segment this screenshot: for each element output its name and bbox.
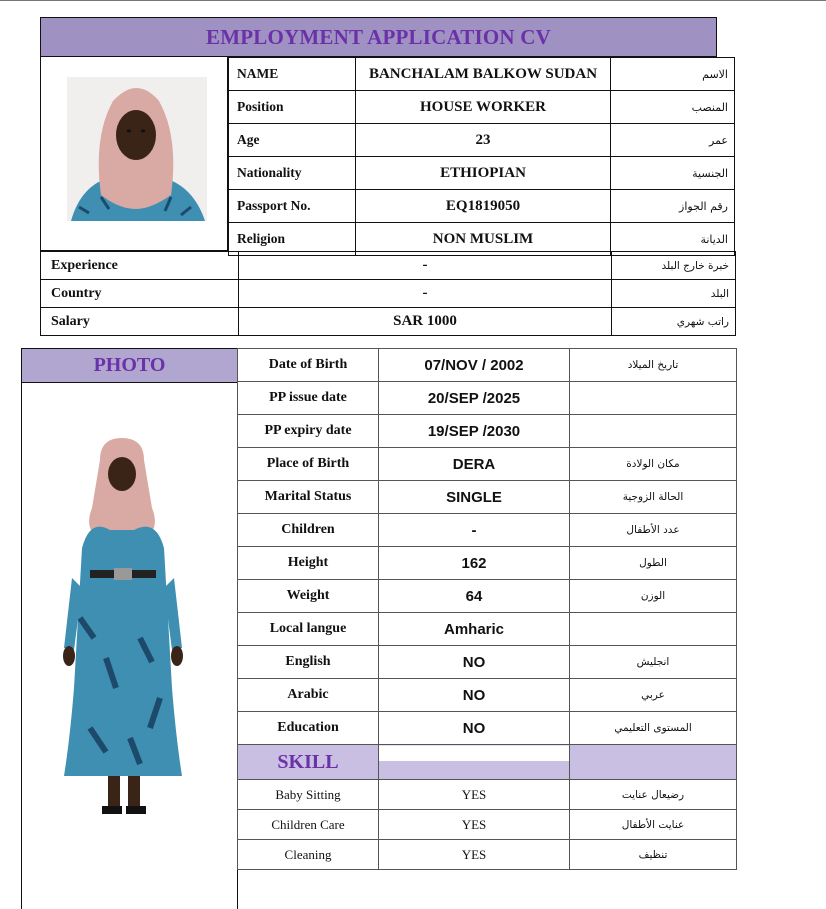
field-label-arabic: الحالة الزوجية (570, 481, 737, 514)
table-row (238, 382, 737, 415)
field-label-arabic: مكان الولادة (570, 448, 737, 481)
field-value: 07/NOV / 2002 (379, 349, 570, 382)
field-label-arabic: عربي (570, 679, 737, 712)
divider (21, 383, 22, 909)
field-label: Position (229, 91, 356, 124)
field-value: - (239, 280, 612, 308)
field-label: NAME (229, 58, 356, 91)
field-label-arabic: عمر (611, 124, 735, 157)
skill-value: YES (379, 780, 570, 810)
field-label: Height (238, 547, 379, 580)
field-label-arabic: رقم الجواز (611, 190, 735, 223)
table-row (41, 308, 736, 336)
table-row (238, 613, 737, 646)
skill-label: Baby Sitting (238, 780, 379, 810)
skill-row (238, 840, 737, 870)
skill-label-arabic: رضيعال عنايت (570, 780, 737, 810)
skill-row (238, 780, 737, 810)
field-label-arabic: عدد الأطفال (570, 514, 737, 547)
field-value: NO (379, 646, 570, 679)
field-value: BANCHALAM BALKOW SUDAN (356, 58, 611, 91)
page-top-rule (0, 0, 826, 1)
field-label: Date of Birth (238, 349, 379, 382)
skill-label: Children Care (238, 810, 379, 840)
field-value: DERA (379, 448, 570, 481)
table-row (238, 646, 737, 679)
skill-header-row (238, 745, 737, 780)
field-value: EQ1819050 (356, 190, 611, 223)
field-label: PP expiry date (238, 415, 379, 448)
field-label-arabic (570, 613, 737, 646)
skill-header: SKILL (238, 745, 379, 780)
field-value: NON MUSLIM (356, 223, 611, 256)
table-row (238, 349, 737, 382)
skill-label-arabic: تنظيف (570, 840, 737, 870)
field-label: Children (238, 514, 379, 547)
portrait-photo-frame (40, 57, 228, 251)
field-label: Education (238, 712, 379, 745)
field-label-arabic: تاريخ الميلاد (570, 349, 737, 382)
page-title: EMPLOYMENT APPLICATION CV (40, 17, 717, 57)
field-label: Age (229, 124, 356, 157)
skill-label-arabic: عنايت الأطفال (570, 810, 737, 840)
field-label-arabic: الاسم (611, 58, 735, 91)
details-table (237, 348, 737, 870)
field-label: Nationality (229, 157, 356, 190)
field-label: Weight (238, 580, 379, 613)
table-row (229, 91, 735, 124)
field-value: 162 (379, 547, 570, 580)
field-value: 19/SEP /2030 (379, 415, 570, 448)
skill-header-fill (570, 745, 737, 780)
field-label: Local langue (238, 613, 379, 646)
skill-label: Cleaning (238, 840, 379, 870)
field-label: PP issue date (238, 382, 379, 415)
field-value: - (379, 514, 570, 547)
field-value: 20/SEP /2025 (379, 382, 570, 415)
field-label-arabic: انجليش (570, 646, 737, 679)
field-label-arabic (570, 415, 737, 448)
table-row (229, 190, 735, 223)
table-row (238, 712, 737, 745)
table-row (229, 124, 735, 157)
table-row (238, 481, 737, 514)
table-row (229, 157, 735, 190)
field-label: Passport No. (229, 190, 356, 223)
skill-header-fill (379, 745, 570, 780)
field-label: Country (41, 280, 239, 308)
table-row (229, 58, 735, 91)
field-value: SAR 1000 (239, 308, 612, 336)
field-label: Religion (229, 223, 356, 256)
field-label: Experience (41, 252, 239, 280)
field-label-arabic: الجنسية (611, 157, 735, 190)
personal-info-table (228, 57, 735, 256)
field-label-arabic: الطول (570, 547, 737, 580)
field-value: SINGLE (379, 481, 570, 514)
skill-value: YES (379, 840, 570, 870)
skill-row (238, 810, 737, 840)
field-value: 64 (379, 580, 570, 613)
field-label: Marital Status (238, 481, 379, 514)
table-row (238, 547, 737, 580)
table-row (238, 679, 737, 712)
field-label-arabic: راتب شهري (612, 308, 736, 336)
field-label-arabic (570, 382, 737, 415)
table-row (238, 415, 737, 448)
work-info-table (40, 251, 736, 336)
field-value: - (239, 252, 612, 280)
field-label-arabic: الوزن (570, 580, 737, 613)
field-label: English (238, 646, 379, 679)
full-body-photo (60, 438, 190, 818)
table-row (41, 280, 736, 308)
field-label: Place of Birth (238, 448, 379, 481)
field-label-arabic: البلد (612, 280, 736, 308)
table-row (238, 580, 737, 613)
field-value: NO (379, 679, 570, 712)
table-row (238, 448, 737, 481)
field-label-arabic: خبرة خارج البلد (612, 252, 736, 280)
field-value: NO (379, 712, 570, 745)
table-row (41, 252, 736, 280)
skill-value: YES (379, 810, 570, 840)
field-value: ETHIOPIAN (356, 157, 611, 190)
field-value: HOUSE WORKER (356, 91, 611, 124)
field-label: Arabic (238, 679, 379, 712)
field-value: Amharic (379, 613, 570, 646)
field-label-arabic: المنصب (611, 91, 735, 124)
portrait-photo (41, 57, 227, 249)
field-value: 23 (356, 124, 611, 157)
field-label-arabic: الديانة (611, 223, 735, 256)
field-label: Salary (41, 308, 239, 336)
field-label-arabic: المستوى التعليمي (570, 712, 737, 745)
photo-header: PHOTO (21, 348, 238, 383)
table-row (238, 514, 737, 547)
